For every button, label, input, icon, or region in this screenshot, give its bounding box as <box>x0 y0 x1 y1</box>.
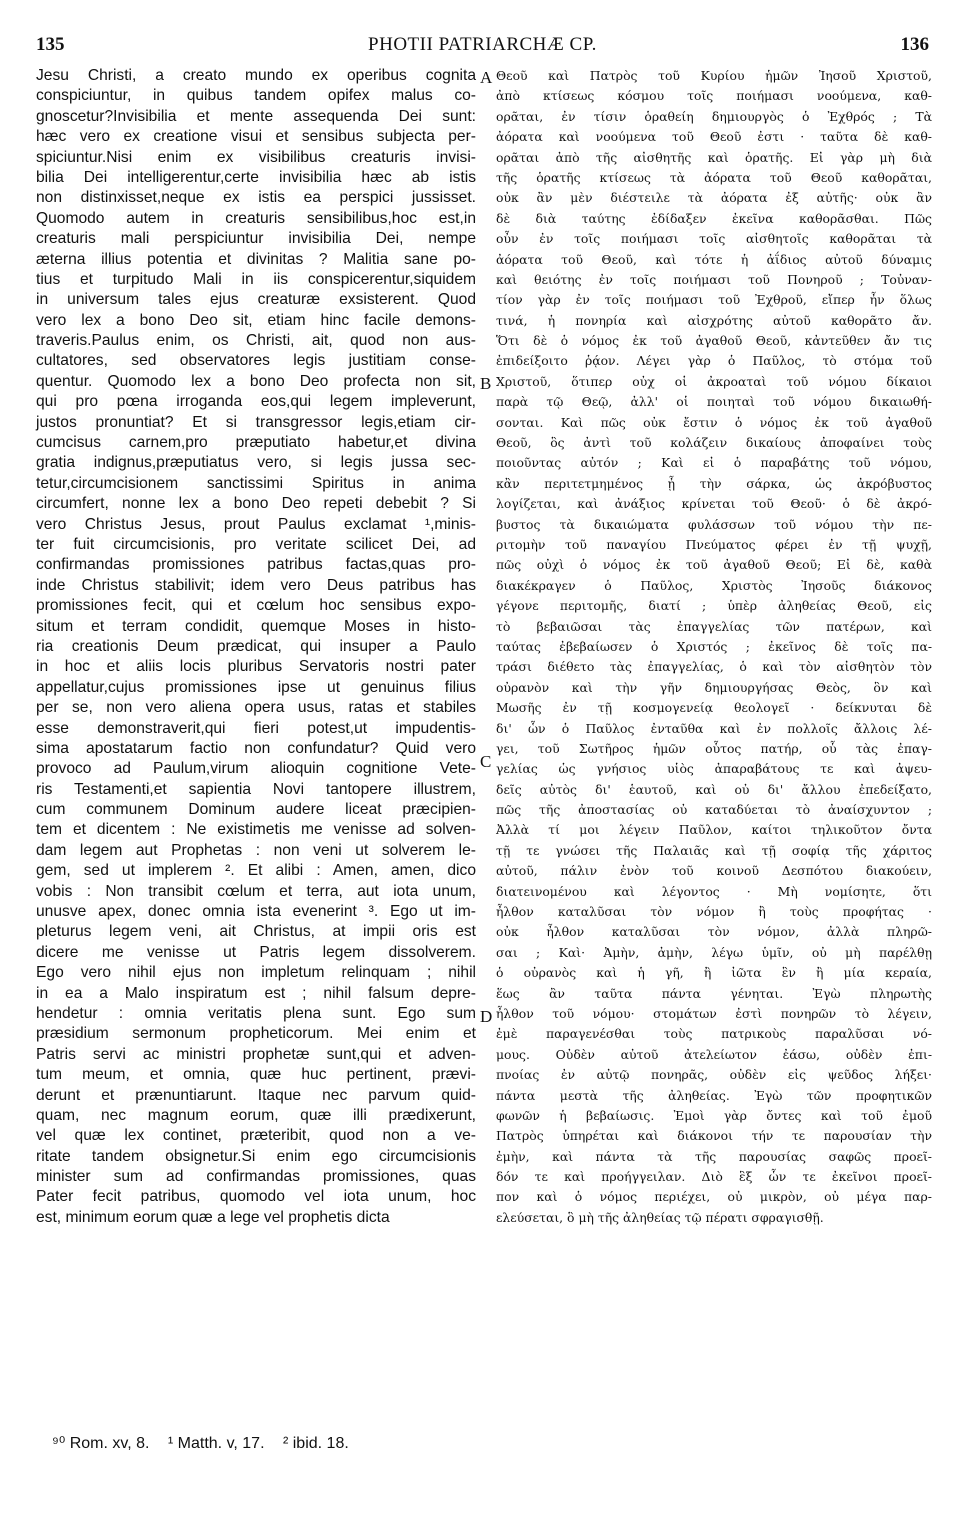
latin-text-line: qui pro pœna irroganda eos,qui legem impleverunt, <box>36 393 476 411</box>
greek-text-line: Ὅτι δὲ ὁ νόμος ἐκ τοῦ ἀγαθοῦ Θεοῦ, κἀντεῦθεν ἄν τις <box>496 333 932 349</box>
greek-text-line: Χριστοῦ, ὅτιπερ οὐχ οἱ ἀκροαταὶ τοῦ νόμου δίκαιοι <box>496 373 932 389</box>
greek-text-line: ἐμὴν, καὶ πάντα τὰ τῆς παρουσίας σαφῶς προεῖ- <box>496 1148 932 1164</box>
latin-text-line: traveris.Paulus enim, os Christi, ait, quod non aus- <box>36 332 476 350</box>
latin-text-line: circumfert, nonne lex a bono Deo repeti debebit ? Si <box>36 495 476 513</box>
margin-marker-d: D <box>480 1007 493 1026</box>
footnote: ⁹⁰ Rom. xv, 8. <box>52 1435 150 1452</box>
greek-text-line: λογίζεται, καὶ ἀνάξιος κρίνεται τοῦ Θεοῦ· ὁ δὲ ἀκρό- <box>496 496 932 512</box>
greek-text-line: γει, τοῦ Σωτῆρος ἡμῶν οὗτος πατήρ, οὗ τὰς ἐπαγ- <box>496 740 932 756</box>
latin-text-line: creaturis mali perspiciuntur invisibilia Dei, nempe <box>36 230 476 248</box>
latin-text-line: confirmandas promissiones patribus factas,quas pro- <box>36 556 476 574</box>
latin-text-line: sima apostatarum factio non confundatur? Quid vero <box>36 739 476 757</box>
greek-text-line: οὐκ ἦλθον καταλῦσαι τὸν νόμον, ἀλλὰ πληρῶ- <box>496 924 932 940</box>
latin-text-line: vobis : Non transibit cœlum et terra, aut iota unum, <box>36 882 476 900</box>
footnote: ² ibid. 18. <box>282 1435 349 1452</box>
latin-text-line: conspiciuntur, in quibus tandem opifex malus co- <box>36 87 476 105</box>
greek-text-line: ἦλθον τοῦ νόμου· στομάτων ἐστὶ πονηρῶν τὸ λέγειν, <box>496 1005 932 1021</box>
greek-text-line: ἀπὸ κτίσεως κόσμου τοῖς ποιήμασι νοούμενα, καθ- <box>496 88 932 104</box>
greek-text-line: πνοίας ἐν αὐτῷ πονηρᾶς, οὐδὲν εἰς ψεῦδος λήξει· <box>496 1067 932 1083</box>
footnotes <box>52 1433 363 1453</box>
latin-text-line: dicere me venisse ut Patris legem dissolverem. <box>36 943 476 961</box>
latin-text-line: derunt et prænuntiarunt. Itaque nec parvum quid- <box>36 1086 476 1104</box>
latin-text-line: cumcisus carnem,pro præputiato habetur,et divina <box>36 434 476 452</box>
latin-text-line: ris Testamenti,et sapientia Novi tantopere illustrem, <box>36 780 476 798</box>
latin-text-line: tem et dicentem : Ne existimetis me venisse ad solven- <box>36 821 476 839</box>
greek-text-line: Θεοῦ, ὃς ἀντὶ τοῦ κολάζειν δικαίους ἀποφαίνει τοὺς <box>496 435 932 451</box>
latin-text-line: in ea a Malo inspiratum est ; nihil falsum depre- <box>36 984 476 1002</box>
greek-text-line: φωνῶν ἡ βεβαίωσις. Ἐμοὶ γὰρ ὄντες καὶ τοῦ ἐμοῦ <box>496 1107 932 1123</box>
greek-text-line: Θεοῦ καὶ Πατρὸς τοῦ Κυρίου ἡμῶν Ἰησοῦ Χριστοῦ, <box>496 68 932 83</box>
latin-text-line: appellatur,cujus promissiones ipse ut genuinus filius <box>36 678 476 696</box>
latin-text-line: tetur,circumcisionem sanctissimi Spiritus in anima <box>36 474 476 492</box>
greek-text-line: Μωσῆς ἐν τῇ κοσμογενείᾳ θεολογεῖ · δείκνυται δὲ <box>496 700 932 716</box>
latin-text-line: in hoc et aliis locis pluribus Servatoris nostri pater <box>36 658 476 676</box>
greek-text-line: σαι ; Καὶ· Ἀμὴν, ἀμὴν, λέγω ὑμῖν, οὐ μὴ παρέλθῃ <box>496 944 932 960</box>
latin-text-line: promissiones fecit, qui et cœlum hoc sensibus expo- <box>36 597 476 615</box>
latin-text-line: pleturus legem veni, ait Christus, at impii oris est <box>36 923 476 941</box>
greek-text-line: πον καὶ ὁ νόμος περιέχει, οὐ μικρὸν, οὐ μέγα παρ- <box>496 1189 932 1205</box>
greek-text-line: ριτομὴν τοῦ παναγίου Πνεύματος φέρει ἐν τῇ ψυχῇ, <box>496 536 932 552</box>
greek-text-line: πάντα μεστὰ τῆς ἀληθείας. Ἐγὼ τῶν προφητικῶν <box>496 1087 932 1103</box>
margin-marker-a: A <box>480 68 493 87</box>
greek-text-line: βυστος τὰ δικαιώματα φυλάσσων τοῦ νόμου τὴν πε- <box>496 516 932 532</box>
greek-text-line: πῶς τῆς ἀποστασίας οὐ καταδύεται τὸ ἀναίσχυντον ; <box>496 802 932 818</box>
latin-text-line: ria creationis Deum prædicat, qui insuper a Paulo <box>36 637 476 655</box>
greek-text-line: Ἀλλὰ τί μοι λέγειν Παῦλον, καίτοι τηλικοῦτον ὄντα <box>496 822 932 838</box>
latin-text-line: Ego vero nihil ejus non impletum relinquam ; nihil <box>36 964 476 982</box>
running-title: PHOTII PATRIARCHÆ CP. <box>368 34 597 55</box>
latin-text-line: minister sum ad confirmandas promissiones, quas <box>36 1168 476 1186</box>
margin-marker-b: B <box>480 374 492 393</box>
latin-text-line: hendetur : omnia veritatis plena sunt. Ego sum <box>36 1004 476 1022</box>
greek-text-line: πῶς οὐχὶ ὁ νόμος ἐκ τοῦ ἀγαθοῦ Θεοῦ; Εἰ δὲ, καθὰ <box>496 557 932 573</box>
latin-text-line: spiciuntur.Nisi enim ex visibilibus creaturis invisi- <box>36 148 476 166</box>
greek-text-line: κἂν περιτετμημένος ᾖ τὴν σάρκα, ὡς ἀκρόβυστος <box>496 475 932 491</box>
latin-text-line: vel quæ lex continet, præteribit, quod non a ve- <box>36 1127 476 1145</box>
greek-text-line: δεῖς αὐτὸς δι' ἑαυτοῦ, καὶ οὐ δι' ἄλλου ἐπεδείξατο, <box>496 781 932 797</box>
greek-text-line: ορᾶται, ἐν τίσιν ὁραθείη δημιουργὸς ὁ Ἐχθρός ; Τὰ <box>496 108 932 124</box>
greek-text-line: τῆς ὁρατῆς κτίσεως τὰ ἀόρατα τοῦ Θεοῦ καθορᾶται, <box>496 169 932 185</box>
page-header <box>36 34 929 58</box>
greek-text-line: τίον γὰρ ἐν τοῖς ποιήμασι τοῦ Ἐχθροῦ, εἴπερ ἦν ὅλως <box>496 292 932 308</box>
latin-text-line: est, minimum eorum quæ a lege vel prophetis dicta <box>36 1208 390 1226</box>
greek-text-line: ταύτας ἐβεβαίωσεν ὁ Χριστός ; ἐκεῖνος δὲ τοῖς πα- <box>496 638 932 654</box>
greek-text-line: αὐτοῦ, πάλιν ἐνὸν τοῦ κοινοῦ Δεσπότου διακούειν, <box>496 863 932 879</box>
latin-text-line: gratia indignus,præputiatus vero, si legis jussa sec- <box>36 454 476 472</box>
latin-text-line: hæc vero ex creatione visui et sensibus subjecta per- <box>36 128 476 146</box>
latin-text-line: Jesu Christi, a creato mundo ex operibus cognita <box>36 67 476 84</box>
latin-text-line: vero lex a bono Deo sit, etiam hinc facile demons- <box>36 311 476 329</box>
latin-text-line: præsidium sermonum propheticorum. Mei enim et <box>36 1025 476 1043</box>
greek-text-line: καὶ θειότης ἐν τοῖς ποιήμασι τοῦ Πονηροῦ ; Τοὐναν- <box>496 271 932 287</box>
latin-text-line: ter fuit circumcisionis, pro veritate scilicet Dei, ad <box>36 535 476 553</box>
greek-text-line: τράσι διέθετο τὰς ἐπαγγελίας, ὁ καὶ τὸν αἰσθητὸν τὸν <box>496 659 932 675</box>
greek-text-line: παρὰ τῷ Θεῷ, ἀλλ' οἱ ποιηταὶ τοῦ νόμου δικαιωθή- <box>496 394 932 410</box>
greek-text-line: τινά, ἡ πονηρία καὶ αἰσχρότης αὐτοῦ καθορᾶτο ἄν. <box>496 312 932 328</box>
greek-text-line: γέγονε περιτομῆς, διατί ; ὑπὲρ ἀληθείας Θεοῦ, εἰς <box>496 598 932 614</box>
latin-text-line: inde Christus stabilivit; idem vero Deus patribus has <box>36 576 476 594</box>
latin-text-line: cultatores, sed observatores legis justitiam conse- <box>36 352 476 370</box>
greek-text-line: ελεύσεται, ὃ μὴ τῆς ἀληθείας τῷ πέρατι σφραγισθῇ. <box>496 1209 824 1225</box>
latin-text-line: gnoscetur?Invisibilia et mente assequenda Dei sunt: <box>36 107 476 125</box>
greek-text-line: δὲ διὰ ταύτης ἐδίδαξεν ἐκεῖνα καθορᾶσθαι. Πῶς <box>496 210 932 226</box>
latin-text-line: unusve apex, donec omnia ista evenerint ³. Ego ut im- <box>36 903 476 921</box>
latin-text-line: Quomodo autem in creaturis sensibilibus,hoc est,in <box>36 209 476 227</box>
latin-text-line: vero Christus Jesus, prout Paulus exclamat ¹,minis- <box>36 515 476 533</box>
latin-text-line: Pater fecit patribus, quomodo vel iota unum, hoc <box>36 1188 476 1206</box>
latin-text-line: tius et turpitudo Mali in iis conspicerentur,siquidem <box>36 270 476 288</box>
greek-column <box>496 66 932 1228</box>
margin-marker-c: C <box>480 752 492 771</box>
greek-text-line: σονται. Καὶ πῶς οὐκ ἔστιν ὁ νόμος ἐκ τοῦ ἀγαθοῦ <box>496 414 932 430</box>
latin-text-line: justos pronuntiat? Et si transgressor legis,etiam cir- <box>36 413 476 431</box>
greek-text-line: Πατρὸς ὑπηρέται καὶ διάκονοι τήν τε παρουσίαν τὴν <box>496 1128 932 1144</box>
greek-text-line: διακέκραγεν ὁ Παῦλος, Χριστὸς Ἰησοῦς διάκονος <box>496 577 932 593</box>
greek-text-line: μους. Οὐδὲν αὐτοῦ ἀτελείωτον ἐάσω, οὐδὲν ἐπι- <box>496 1046 932 1062</box>
greek-text-line: δι' ὧν ὁ Παῦλος ἐνταῦθα καὶ ἐν πολλοῖς ἄλλοις λέ- <box>496 720 932 736</box>
greek-text-line: οὐρανὸν καὶ τὴν γῆν δημιουργήσας Θεὸς, ὃν καὶ <box>496 679 932 695</box>
page-number-left: 135 <box>36 34 65 55</box>
latin-text-line: quentur. Quomodo lex a bono Deo profecta non sit, <box>36 372 476 390</box>
latin-text-line: quam, nec magnum eorum, quæ illi prædixerunt, <box>36 1106 476 1124</box>
greek-text-line: ορᾶται ἀπὸ τῆς αἰσθητῆς καὶ ὁρατῆς. Εἰ γὰρ μὴ διὰ <box>496 149 932 165</box>
latin-text-line: non distinxisset,neque ex istis ea perspici jussisset. <box>36 189 476 207</box>
latin-text-line: dam legem aut Prophetas : non veni ut solverem le- <box>36 841 476 859</box>
latin-text-line: cum communem Dominum audere liceat præcipien- <box>36 801 476 819</box>
greek-text-line: τῇ τε γνώσει τῆς Παλαιᾶς καὶ τῇ σοφίᾳ τῆς χάριτος <box>496 842 932 858</box>
greek-text-line: ὁ οὐρανὸς καὶ ἡ γῆ, ἢ ἰῶτα ἓν ἢ μία κεραία, <box>496 965 932 981</box>
latin-text-line: situm et terram condidit, quemque Moses in histo- <box>36 617 476 635</box>
latin-text-line: ritate tandem obsignetur.Si enim ego circumcisionis <box>36 1147 476 1165</box>
latin-text-line: provoco ad Paulum,virum alioquin cognitione Vete- <box>36 760 476 778</box>
greek-text-line: ἐμὲ παραγενέσθαι τοὺς πατρικοὺς παραλῦσαι νό- <box>496 1026 932 1042</box>
greek-text-line: ποιοῦντας αὐτόν ; Καὶ εἰ ὁ παραβάτης τοῦ νόμου, <box>496 455 932 471</box>
greek-text-line: δόν τε καὶ προήγγειλαν. Διὸ ἓξ ὧν τε ἐκεῖνοι προεῖ- <box>496 1169 932 1185</box>
greek-text-line: ἀόρατα τοῦ Θεοῦ, καὶ τότε ἡ ἀΐδιος αὐτοῦ δύναμις <box>496 251 932 267</box>
greek-text-line: οὐκ ἂν μὲν διέστειλε τὰ ἀόρατα ἐξ αὐτῆς· οὐκ ἂν <box>496 190 932 206</box>
greek-text-line: γελίας ὡς γνήσιος υἱὸς ἀπαραβάτους τε καὶ ἀψευ- <box>496 761 932 777</box>
latin-text-line: per se, non vero aliena opera usus, ratas et stabiles <box>36 699 476 717</box>
greek-text-line: ἕως ἂν ταῦτα πάντα γένηται. Ἐγὼ πληρωτὴς <box>496 985 932 1001</box>
latin-text-line: Patris servi ac ministri prophetæ sunt,qui et adven- <box>36 1045 476 1063</box>
latin-text-line: bilia Dei intelligerentur,certe invisibilia hæc ab istis <box>36 168 476 186</box>
greek-text-line: ἐπιδείξοιτο ῥᾴον. Λέγει γὰρ ὁ Παῦλος, τὸ στόμα τοῦ <box>496 353 932 369</box>
latin-text-line: æterna illius potentia et divinitas ? Malitia sane po- <box>36 250 476 268</box>
greek-text-line: οὖν ἐν τοῖς ποιήμασι τοῖς αἰσθητοῖς καθορᾶται τὰ <box>496 231 932 247</box>
greek-text-line: διατεινομένου καὶ λέγοντος · Μὴ νομίσητε, ὅτι <box>496 883 932 899</box>
latin-text-line: in universum tales ejus creaturæ exsisterent. Quod <box>36 291 476 309</box>
greek-text-line: τὸ βεβαιῶσαι τὰς ἐπαγγελίας τῶν πατέρων, καὶ <box>496 618 932 634</box>
latin-text-line: tum meum, et omnia, quæ huc pertinent, prævi- <box>36 1066 476 1084</box>
latin-text-line: esse demonstraverit,qui fieri potest,ut impudentis- <box>36 719 476 737</box>
footnote: ¹ Matth. v, 17. <box>167 1435 265 1452</box>
greek-text-line: ἀόρατα καὶ νοούμενα τοῦ Θεοῦ ἐστι · ταῦτα δὲ καθ- <box>496 129 932 145</box>
latin-text-line: gem, sed ut implerem ². Et alibi : Amen, amen, dico <box>36 862 476 880</box>
latin-column <box>36 66 476 1228</box>
greek-text-line: ἦλθον καταλῦσαι τὸν νόμον ἢ τοὺς προφήτας · <box>496 904 932 920</box>
page-number-right: 136 <box>900 34 929 55</box>
